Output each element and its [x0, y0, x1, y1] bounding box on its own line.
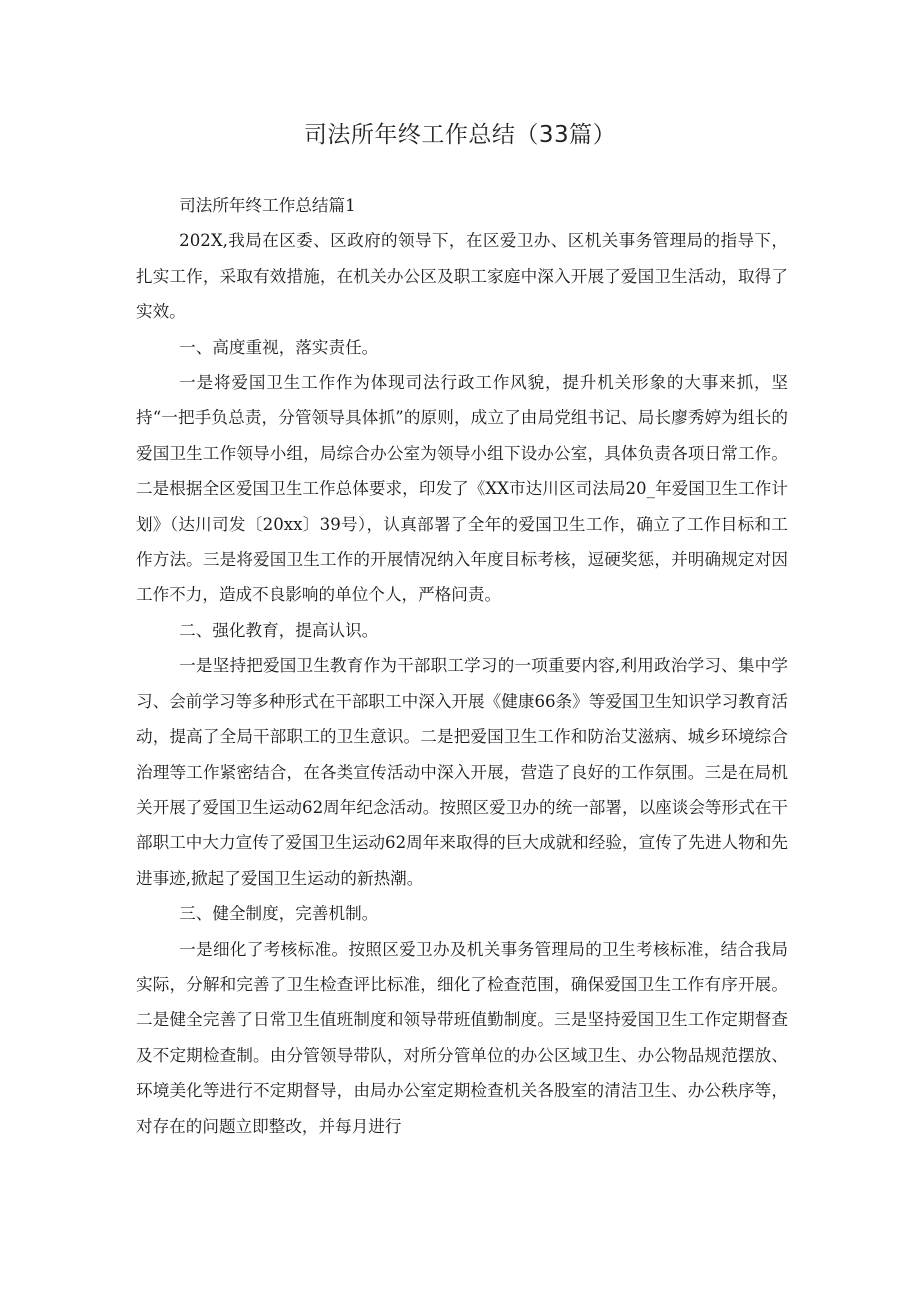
document-title: 司法所年终工作总结（33篇） [303, 122, 617, 148]
subsection-heading: 一、高度重视，落实责任。 [179, 337, 379, 357]
body-paragraph: 一是细化了考核标准。按照区爱卫办及机关事务管理局的卫生考核标准，结合我局实际，分解和完善了卫生检查评比标准，细化了检查范围，确保爱国卫生工作有序开展。二是健全完善了日常卫生值班制度和领导带班值勤制度。三是坚持爱国卫生工作定期督查及不定期检查制。由分管领导带队，对所分管单位的办公区域卫生、办公物品规范摆放、环境美化等进行不定期督导，由局办公室定期检查机关各股室的清洁卫生、办公秩序等，对存在的问题立即整改，并每月进行 [136, 939, 788, 1136]
section-heading: 司法所年终工作总结篇1 [179, 196, 356, 215]
body-paragraph: 一是坚持把爱国卫生教育作为干部职工学习的一项重要内容,利用政治学习、集中学习、会前学习等多种形式在干部职工中深入开展《健康66条》等爱国卫生知识学习教育活动，提高了全局干部职工的卫生意识。二是把爱国卫生工作和防治艾滋病、城乡环境综合治理等工作紧密结合，在各类宣传活动中深入开展，营造了良好的工作氛围。三是在局机关开展了爱国卫生运动62周年纪念活动。按照区爱卫办的统一部署，以座谈会等形式在干部职工中大力宣传了爱国卫生运动62周年来取得的巨大成就和经验，宣传了先进人物和先进事迹,掀起了爱国卫生运动的新热潮。 [136, 656, 788, 888]
body-paragraph: 一是将爱国卫生工作作为体现司法行政工作风貌，提升机关形象的大事来抓，坚持“一把手负总责，分管领导具体抓”的原则，成立了由局党组书记、局长廖秀婷为组长的爱国卫生工作领导小组，局综合办公室为领导小组下设办公室，具体负责各项日常工作。二是根据全区爱国卫生工作总体要求，印发了《XX市达川区司法局20_年爱国卫生工作计划》（达川司发〔20xx〕39号），认真部署了全年的爱国卫生工作，确立了工作目标和工作方法。三是将爱国卫生工作的开展情况纳入年度目标考核，逗硬奖惩，并明确规定对因工作不力，造成不良影响的单位个人，严格问责。 [136, 373, 788, 605]
subsection-heading: 三、健全制度，完善机制。 [179, 904, 379, 924]
body-paragraph: 202X,我局在区委、区政府的领导下，在区爱卫办、区机关事务管理局的指导下，扎实工作，采取有效措施，在机关办公区及职工家庭中深入开展了爱国卫生活动，取得了实效。 [136, 231, 788, 322]
document-body [136, 188, 788, 1144]
subsection-heading: 二、强化教育，提高认识。 [179, 620, 379, 640]
